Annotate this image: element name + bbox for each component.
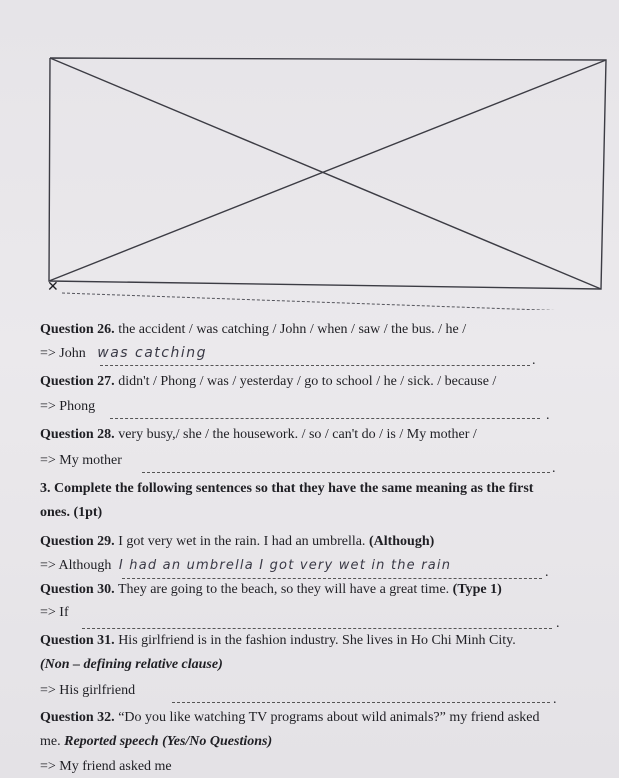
q32-answer-line <box>40 758 172 776</box>
q27-answer-line <box>40 398 95 416</box>
q31-answer-line <box>40 682 135 700</box>
section3-heading-text2: ones. (1pt) <box>40 505 103 520</box>
q31-period: . <box>553 692 557 707</box>
q27-prefix: => Phong <box>40 399 96 414</box>
q26-label: Question 26. <box>40 322 115 337</box>
q26-period: . <box>532 353 536 368</box>
q30-prompt: They are going to the beach, so they will have a great time. <box>117 582 450 597</box>
section3-heading-text1: 3. Complete the following sentences so that they have the same meaning as the first <box>40 481 534 496</box>
box-underline <box>62 293 598 310</box>
q27-blank[interactable] <box>110 418 540 419</box>
q27-label: Question 27. <box>40 374 115 389</box>
q29-handwritten-answer[interactable]: I had an umbrella I got very wet in the rain <box>118 558 452 573</box>
q28-prompt: very busy,/ she / the housework. / so / can't do / is / My mother / <box>118 427 477 442</box>
q27-prompt-line <box>40 373 496 391</box>
q30-label: Question 30. <box>40 582 115 597</box>
q26-answer-line[interactable] <box>40 344 207 363</box>
q28-period: . <box>552 461 556 476</box>
q30-type: (Type 1) <box>452 582 502 597</box>
q32-prompt-line <box>40 709 540 727</box>
q31-prompt-line <box>40 632 516 650</box>
q30-prefix: => If <box>40 605 69 620</box>
q26-prompt-line <box>40 321 466 339</box>
q30-answer-line <box>40 604 69 622</box>
q29-prefix: => Although <box>40 558 112 573</box>
section3-heading-line1 <box>40 480 533 498</box>
q31-blank[interactable] <box>172 702 550 703</box>
q29-answer-line[interactable] <box>40 557 451 575</box>
q32-prompt: “Do you like watching TV programs about wild animals?” my friend asked <box>118 710 540 725</box>
q29-blank[interactable] <box>122 578 542 579</box>
q31-prefix: => His girlfriend <box>40 683 136 698</box>
q32-prefix: => My friend asked me <box>40 759 172 774</box>
q29-period: . <box>545 565 549 580</box>
q27-period: . <box>546 408 550 423</box>
q31-prompt: His girlfriend is in the fashion industry. She lives in Ho Chi Minh City. <box>118 633 516 648</box>
q29-prompt: I got very wet in the rain. I had an umbrella. <box>118 534 366 549</box>
q28-prefix: => My mother <box>40 453 122 468</box>
box-diagonal-a <box>50 58 601 289</box>
q32-label: Question 32. <box>40 710 115 725</box>
q26-prefix: => John <box>40 346 86 361</box>
q30-blank[interactable] <box>82 628 552 629</box>
q31-type-line <box>40 656 223 674</box>
q29-type: (Although) <box>368 534 435 549</box>
crossed-out-box <box>0 0 619 310</box>
q32-type: Reported speech (Yes/No Questions) <box>64 734 273 749</box>
q28-prompt-line <box>40 426 477 444</box>
cross-mark: ✕ <box>47 279 59 295</box>
q29-prompt-line <box>40 533 434 551</box>
q29-label: Question 29. <box>40 534 115 549</box>
q32-type-line <box>40 733 272 751</box>
q31-type: (Non – defining relative clause) <box>40 657 223 672</box>
q28-label: Question 28. <box>40 427 115 442</box>
q26-prompt: the accident / was catching / John / when / saw / the bus. / he / <box>118 322 467 337</box>
q31-label: Question 31. <box>40 633 115 648</box>
q32-prompt-cont: me. <box>40 734 61 749</box>
q26-blank[interactable] <box>100 365 530 366</box>
q30-period: . <box>556 616 560 631</box>
q30-prompt-line <box>40 581 502 599</box>
q28-blank[interactable] <box>142 472 550 473</box>
q26-handwritten-answer[interactable]: was catching <box>97 345 208 361</box>
q28-answer-line <box>40 452 122 470</box>
q27-prompt: didn't / Phong / was / yesterday / go to school / he / sick. / because / <box>118 374 497 389</box>
section3-heading-line2 <box>40 504 102 522</box>
